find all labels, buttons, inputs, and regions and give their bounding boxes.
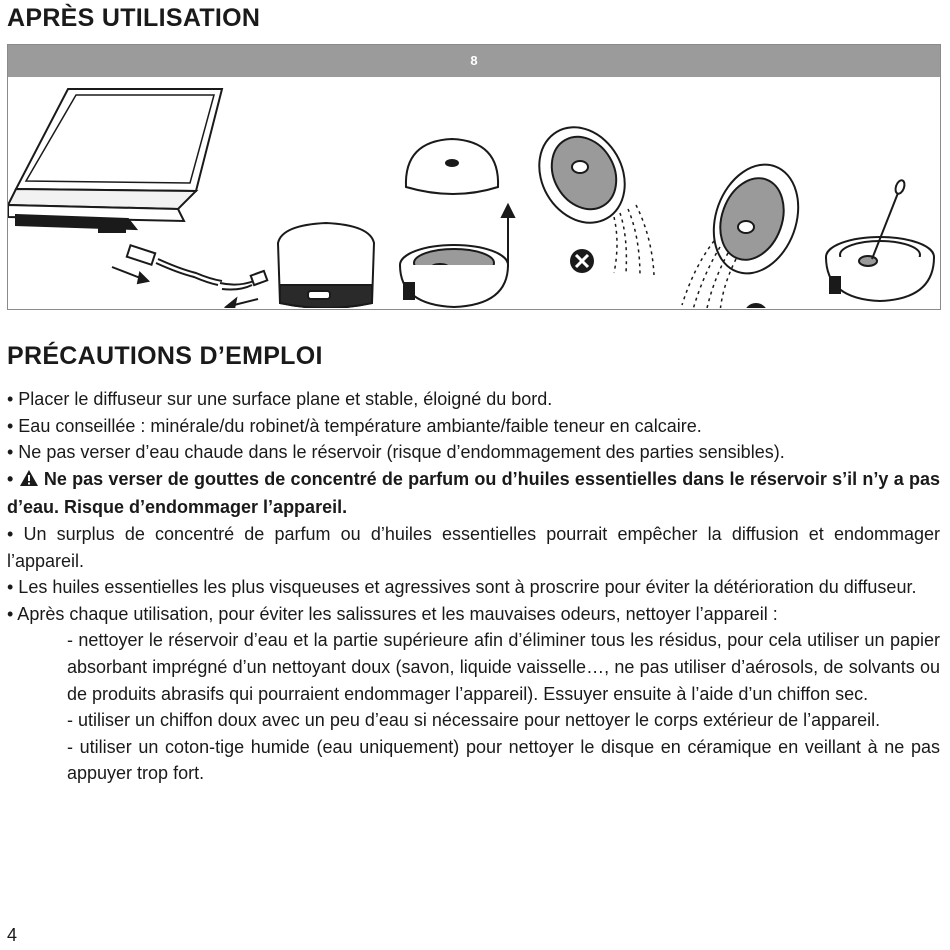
precaution-item: • Eau conseillée : minérale/du robinet/à température ambiante/faible teneur en calcaire. [7,415,702,436]
cleaning-subitem: - utiliser un chiffon doux avec un peu d’eau si nécessaire pour nettoyer le corps extérieur de l’appareil. [67,710,881,731]
precaution-item: • Après chaque utilisation, pour éviter les salissures et les mauvaises odeurs, nettoyer l’appareil : [7,603,778,624]
step-number-bar: 8 [8,45,940,77]
precautions-list [7,386,940,787]
page-number: 4 [7,925,18,945]
bullet: • [7,468,14,489]
section-title-precautions: PRÉCAUTIONS D’EMPLOI [7,342,323,370]
correct-icon [744,303,768,308]
laptop-icon [8,89,222,233]
precaution-warning-item [7,466,940,521]
diffuser-icon [278,223,374,308]
precaution-item: • Les huiles essentielles les plus visqueuses et agressives sont à proscrire pour éviter la détérioration du diffuseur. [7,577,917,598]
cleaning-subitem: - utiliser un coton-tige humide (eau uniquement) pour nettoyer le disque en céramique en veillant à ne pas appuyer trop fort. [67,736,940,784]
cotton-swab-icon [826,179,934,301]
precaution-item: • Un surplus de concentré de parfum ou d’huiles essentielles pourrait empêcher la diffusion et endommager l’appareil. [7,523,940,571]
precaution-item: • Ne pas verser d’eau chaude dans le réservoir (risque d’endommagement des parties sensibles). [7,442,785,463]
diffuser-open-icon [400,139,508,307]
warning-text: Ne pas verser de gouttes de concentré de parfum ou d’huiles essentielles dans le réservoir s’il n’y a pas d’eau. Risque d’endommager l’appareil. [7,468,940,518]
cleaning-subitem: - nettoyer le réservoir d’eau et la partie supérieure afin d’éliminer tous les résidus, pour cela utiliser un papier absorbant imprégné d’un nettoyant doux (savon, liquide vaisselle…, ne pas utiliser d’aérosols, de solvants ou de produits abrasifs qui pourraient endommager l’appareil). Essuyer ensuite à l’aide d’un chiffon sec. [67,630,940,704]
usb-cable-icon [112,245,267,308]
section-title-after-use: APRÈS UTILISATION [7,4,261,32]
wrong-icon [570,249,594,273]
precaution-item: • Placer le diffuseur sur une surface plane et stable, éloigné du bord. [7,389,553,409]
cleaning-illustration [7,44,941,310]
illustration-canvas [8,77,939,308]
correct-tilt-diffuser [682,153,813,308]
warning-icon [19,468,39,495]
